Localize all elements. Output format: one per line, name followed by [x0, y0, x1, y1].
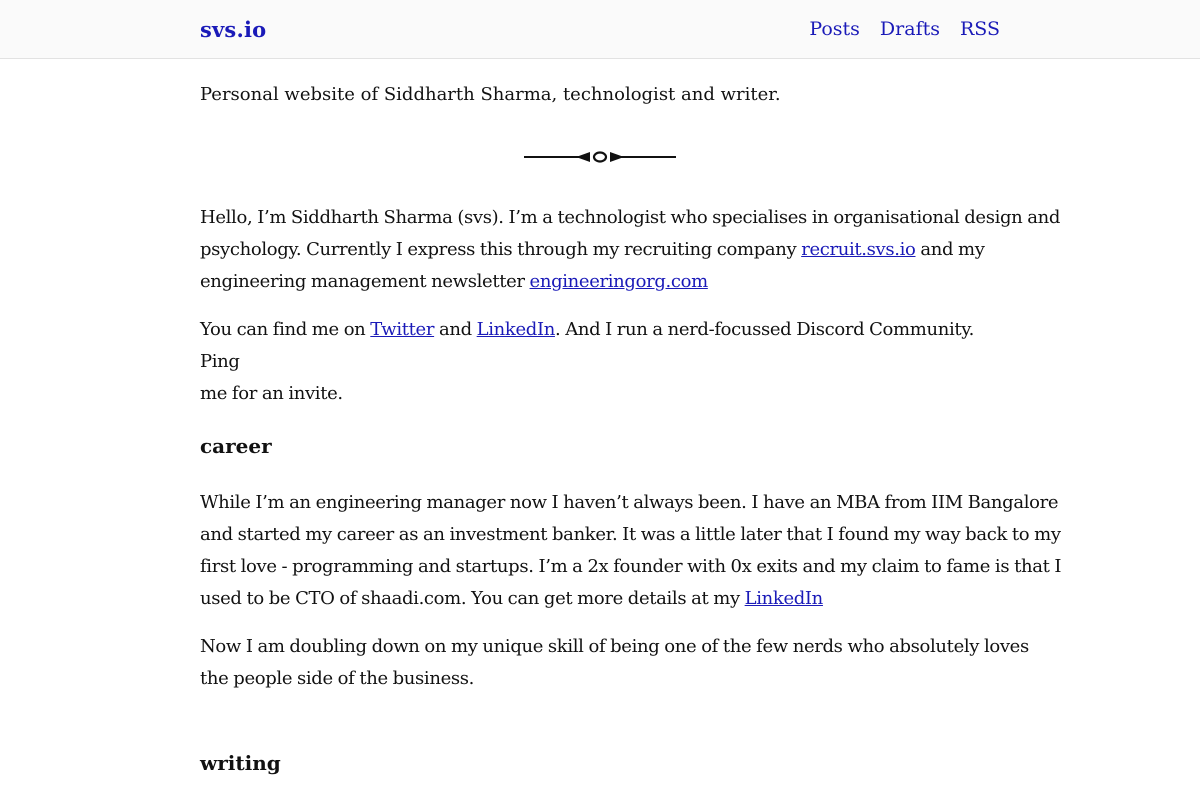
career-p2-line1: Now I am doubling down on my unique skill of being one of the few nerds who absolutely loves — [200, 636, 1029, 657]
intro-p2-line2: me for an invite. — [200, 383, 343, 404]
nav-posts[interactable]: Posts — [809, 18, 860, 40]
site-tagline: Personal website of Siddharth Sharma, technologist and writer. — [200, 84, 781, 105]
intro-p2-text-2: and — [434, 319, 477, 340]
site-header — [0, 0, 1200, 59]
nav-rss[interactable]: RSS — [959, 18, 1000, 40]
main-nav — [809, 18, 1000, 40]
intro-p1-line1: Hello, I’m Siddharth Sharma (svs). I’m a technologist who specialises in organisational design and — [200, 207, 1061, 228]
career-p1-line3: first love - programming and startups. I’m a 2x founder with 0x exits and my claim to fame is that I — [200, 556, 1062, 577]
writing-heading: writing — [200, 751, 281, 775]
ornamental-divider-icon — [524, 148, 676, 166]
intro-p1-line2-text: psychology. Currently I express this through my recruiting company — [200, 239, 802, 260]
header-inner — [200, 0, 1000, 58]
twitter-link[interactable]: Twitter — [370, 319, 435, 340]
intro-p2-text-3: . And I run a nerd-focussed Discord Community. Ping — [200, 319, 975, 372]
intro-paragraph-2 — [200, 314, 1000, 410]
career-p2-line2: the people side of the business. — [200, 668, 475, 689]
nav-drafts[interactable]: Drafts — [879, 18, 940, 40]
career-p1-line1: While I’m an engineering manager now I haven’t always been. I have an MBA from IIM Bangalore — [200, 492, 1059, 513]
intro-p1-line2-after: and my — [915, 239, 985, 260]
career-heading: career — [200, 434, 272, 458]
intro-p1-line3-text: engineering management newsletter — [200, 271, 530, 292]
site-title-link[interactable]: svs.io — [200, 16, 267, 42]
intro-paragraph-1 — [200, 202, 1061, 298]
linkedin-link[interactable]: LinkedIn — [476, 319, 555, 340]
career-paragraph-1 — [200, 487, 1062, 615]
engineeringorg-link[interactable]: engineeringorg.com — [529, 271, 708, 292]
career-p1-line4-text: used to be CTO of shaadi.com. You can get more details at my — [200, 588, 745, 609]
recruit-link[interactable]: recruit.svs.io — [801, 239, 916, 260]
intro-p2-text-1: You can find me on — [200, 319, 371, 340]
career-linkedin-link[interactable]: LinkedIn — [744, 588, 823, 609]
career-p1-line2: and started my career as an investment banker. It was a little later that I found my way back to my — [200, 524, 1061, 545]
career-paragraph-2 — [200, 631, 1029, 695]
